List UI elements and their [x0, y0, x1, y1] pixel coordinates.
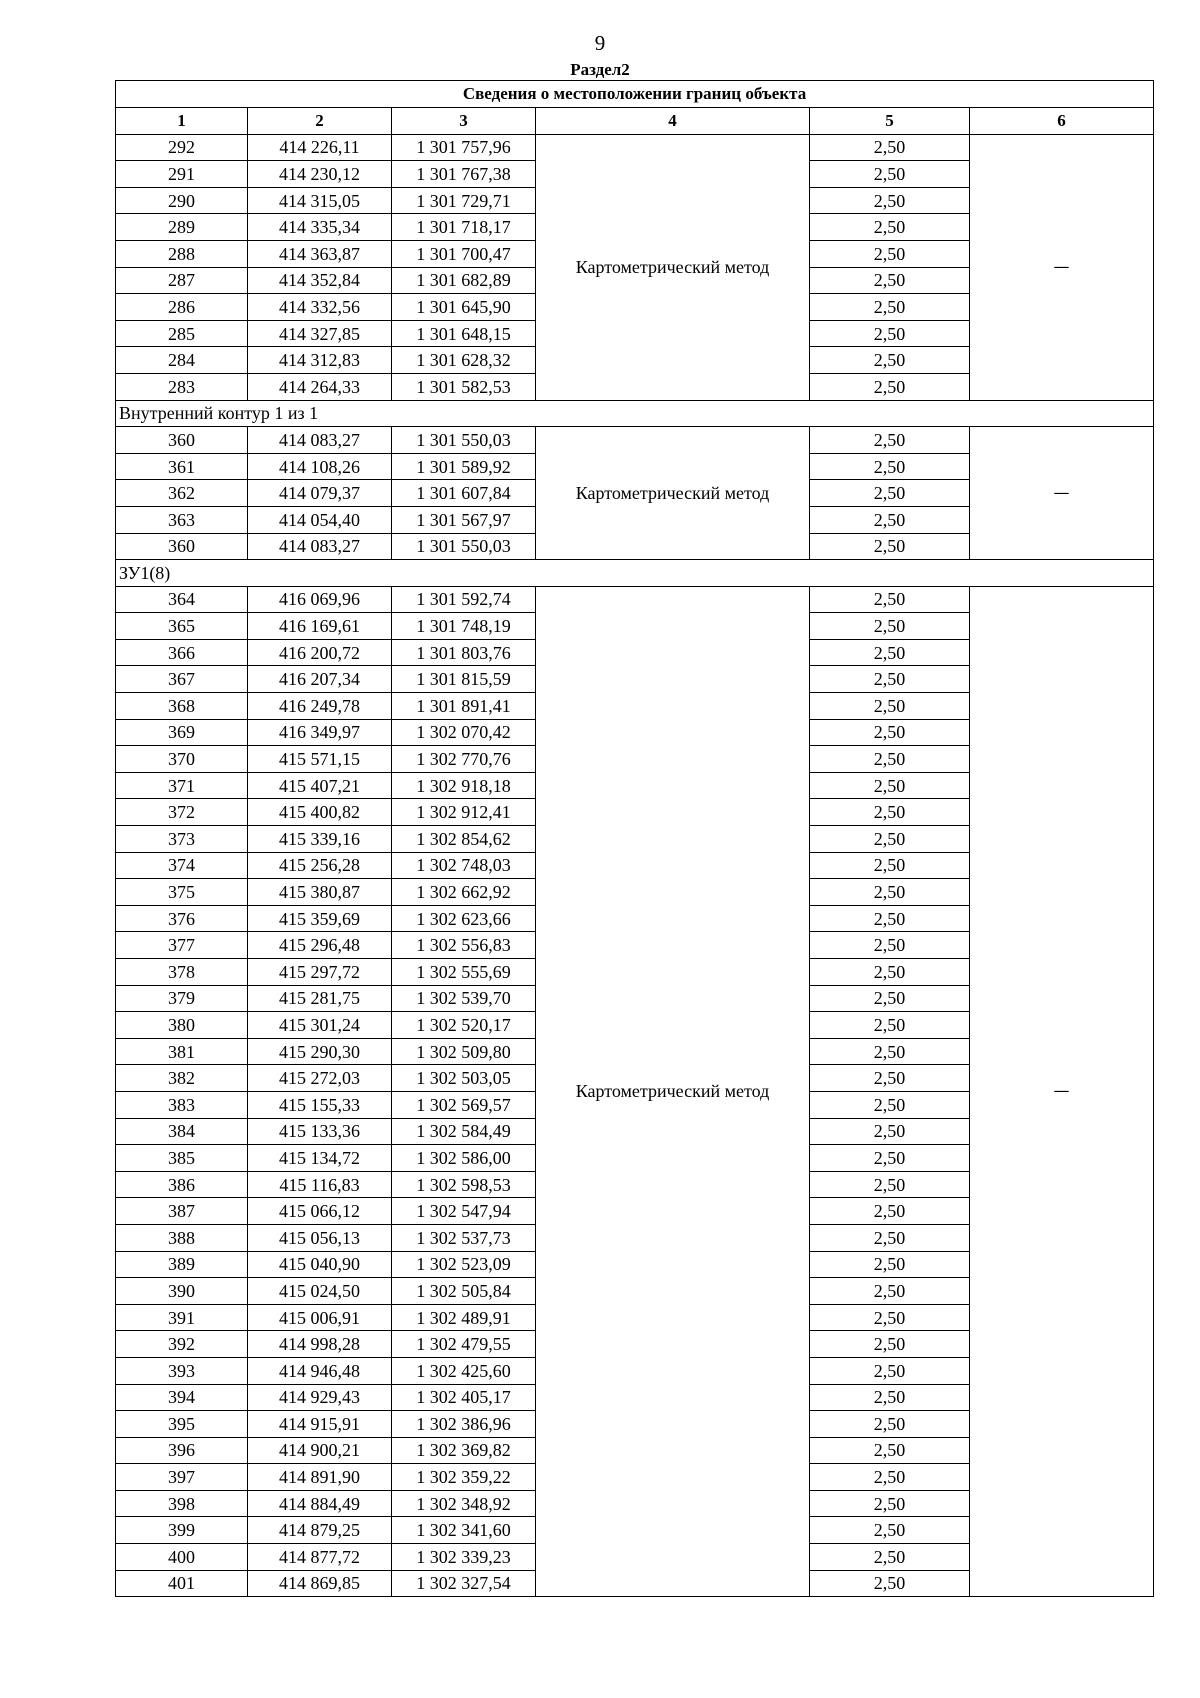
coord-y: 1 301 700,47 — [392, 240, 536, 267]
coord-x: 414 915,91 — [248, 1411, 392, 1438]
coord-x: 414 079,37 — [248, 480, 392, 507]
coord-x: 414 352,84 — [248, 267, 392, 294]
coord-y: 1 302 359,22 — [392, 1464, 536, 1491]
coord-y: 1 302 912,41 — [392, 799, 536, 826]
point-number: 400 — [116, 1544, 248, 1571]
coord-y: 1 301 682,89 — [392, 267, 536, 294]
accuracy: 2,50 — [810, 772, 970, 799]
accuracy: 2,50 — [810, 985, 970, 1012]
point-number: 286 — [116, 294, 248, 321]
point-number: 291 — [116, 161, 248, 188]
accuracy: 2,50 — [810, 506, 970, 533]
point-number: 289 — [116, 214, 248, 241]
point-number: 389 — [116, 1251, 248, 1278]
coord-y: 1 301 582,53 — [392, 373, 536, 400]
point-number: 288 — [116, 240, 248, 267]
coord-x: 414 054,40 — [248, 506, 392, 533]
accuracy: 2,50 — [810, 480, 970, 507]
table-title-row — [116, 81, 1154, 108]
accuracy: 2,50 — [810, 240, 970, 267]
point-number: 397 — [116, 1464, 248, 1491]
note-cell: — — [970, 134, 1154, 400]
coord-y: 1 302 523,09 — [392, 1251, 536, 1278]
accuracy: 2,50 — [810, 1038, 970, 1065]
accuracy: 2,50 — [810, 161, 970, 188]
coord-x: 416 207,34 — [248, 666, 392, 693]
point-number: 285 — [116, 320, 248, 347]
table-row — [116, 427, 1154, 454]
point-number: 391 — [116, 1304, 248, 1331]
coord-y: 1 302 748,03 — [392, 852, 536, 879]
accuracy: 2,50 — [810, 373, 970, 400]
coord-y: 1 302 584,49 — [392, 1118, 536, 1145]
coord-x: 414 332,56 — [248, 294, 392, 321]
coord-x: 414 884,49 — [248, 1490, 392, 1517]
coord-x: 415 380,87 — [248, 879, 392, 906]
coord-y: 1 302 509,80 — [392, 1038, 536, 1065]
accuracy: 2,50 — [810, 1384, 970, 1411]
point-number: 371 — [116, 772, 248, 799]
accuracy: 2,50 — [810, 639, 970, 666]
accuracy: 2,50 — [810, 427, 970, 454]
coord-x: 414 946,48 — [248, 1357, 392, 1384]
coord-y: 1 301 592,74 — [392, 586, 536, 613]
coord-x: 415 571,15 — [248, 746, 392, 773]
coord-y: 1 302 547,94 — [392, 1198, 536, 1225]
coord-x: 414 900,21 — [248, 1437, 392, 1464]
section-title: Раздел2 — [570, 60, 630, 79]
coord-x: 414 230,12 — [248, 161, 392, 188]
accuracy: 2,50 — [810, 294, 970, 321]
group-label: Внутренний контур 1 из 1 — [116, 400, 1154, 427]
point-number: 390 — [116, 1278, 248, 1305]
point-number: 284 — [116, 347, 248, 374]
coord-y: 1 301 648,15 — [392, 320, 536, 347]
table-title: Сведения о местоположении границ объекта — [116, 81, 1154, 108]
boundary-coordinates-table — [115, 80, 1154, 1597]
point-number: 283 — [116, 373, 248, 400]
accuracy: 2,50 — [810, 134, 970, 161]
accuracy: 2,50 — [810, 1118, 970, 1145]
coord-y: 1 302 070,42 — [392, 719, 536, 746]
point-number: 383 — [116, 1091, 248, 1118]
point-number: 361 — [116, 453, 248, 480]
coord-x: 416 200,72 — [248, 639, 392, 666]
coord-x: 416 249,78 — [248, 693, 392, 720]
coord-x: 415 407,21 — [248, 772, 392, 799]
coord-x: 414 083,27 — [248, 427, 392, 454]
accuracy: 2,50 — [810, 1464, 970, 1491]
accuracy: 2,50 — [810, 693, 970, 720]
point-number: 360 — [116, 533, 248, 560]
coord-x: 415 256,28 — [248, 852, 392, 879]
accuracy: 2,50 — [810, 1091, 970, 1118]
method-cell: Картометрический метод — [536, 586, 810, 1597]
column-header: 3 — [392, 108, 536, 135]
coord-y: 1 301 550,03 — [392, 427, 536, 454]
coord-x: 414 891,90 — [248, 1464, 392, 1491]
coord-x: 415 290,30 — [248, 1038, 392, 1065]
accuracy: 2,50 — [810, 799, 970, 826]
coord-x: 414 315,05 — [248, 187, 392, 214]
coord-x: 415 056,13 — [248, 1224, 392, 1251]
group-label: ЗУ1(8) — [116, 560, 1154, 587]
accuracy: 2,50 — [810, 320, 970, 347]
accuracy: 2,50 — [810, 613, 970, 640]
point-number: 375 — [116, 879, 248, 906]
note-cell: — — [970, 427, 1154, 560]
coord-y: 1 302 854,62 — [392, 826, 536, 853]
point-number: 382 — [116, 1065, 248, 1092]
coord-y: 1 301 550,03 — [392, 533, 536, 560]
point-number: 388 — [116, 1224, 248, 1251]
coord-y: 1 301 589,92 — [392, 453, 536, 480]
point-number: 398 — [116, 1490, 248, 1517]
accuracy: 2,50 — [810, 932, 970, 959]
coord-y: 1 301 567,97 — [392, 506, 536, 533]
method-cell: Картометрический метод — [536, 427, 810, 560]
coord-x: 414 929,43 — [248, 1384, 392, 1411]
accuracy: 2,50 — [810, 187, 970, 214]
coord-x: 414 264,33 — [248, 373, 392, 400]
coord-x: 415 272,03 — [248, 1065, 392, 1092]
note-cell: — — [970, 586, 1154, 1597]
accuracy: 2,50 — [810, 453, 970, 480]
accuracy: 2,50 — [810, 746, 970, 773]
accuracy: 2,50 — [810, 1331, 970, 1358]
coord-y: 1 301 891,41 — [392, 693, 536, 720]
coord-y: 1 302 770,76 — [392, 746, 536, 773]
coord-y: 1 302 623,66 — [392, 905, 536, 932]
accuracy: 2,50 — [810, 666, 970, 693]
coord-x: 414 363,87 — [248, 240, 392, 267]
coord-y: 1 302 348,92 — [392, 1490, 536, 1517]
accuracy: 2,50 — [810, 533, 970, 560]
coord-y: 1 302 341,60 — [392, 1517, 536, 1544]
coord-x: 415 024,50 — [248, 1278, 392, 1305]
coord-y: 1 302 520,17 — [392, 1012, 536, 1039]
coord-y: 1 302 598,53 — [392, 1171, 536, 1198]
point-number: 379 — [116, 985, 248, 1012]
coord-x: 415 400,82 — [248, 799, 392, 826]
coord-y: 1 301 815,59 — [392, 666, 536, 693]
accuracy: 2,50 — [810, 1224, 970, 1251]
point-number: 401 — [116, 1570, 248, 1597]
coord-x: 415 359,69 — [248, 905, 392, 932]
coord-x: 414 327,85 — [248, 320, 392, 347]
column-header: 2 — [248, 108, 392, 135]
coord-y: 1 302 555,69 — [392, 959, 536, 986]
accuracy: 2,50 — [810, 1570, 970, 1597]
accuracy: 2,50 — [810, 1251, 970, 1278]
coord-y: 1 301 748,19 — [392, 613, 536, 640]
coord-x: 415 296,48 — [248, 932, 392, 959]
point-number: 380 — [116, 1012, 248, 1039]
coord-x: 416 069,96 — [248, 586, 392, 613]
accuracy: 2,50 — [810, 267, 970, 294]
coord-x: 416 349,97 — [248, 719, 392, 746]
point-number: 287 — [116, 267, 248, 294]
point-number: 366 — [116, 639, 248, 666]
coord-y: 1 302 479,55 — [392, 1331, 536, 1358]
point-number: 377 — [116, 932, 248, 959]
accuracy: 2,50 — [810, 879, 970, 906]
coord-y: 1 302 537,73 — [392, 1224, 536, 1251]
coord-x: 415 116,83 — [248, 1171, 392, 1198]
point-number: 381 — [116, 1038, 248, 1065]
coord-x: 415 281,75 — [248, 985, 392, 1012]
accuracy: 2,50 — [810, 959, 970, 986]
accuracy: 2,50 — [810, 1065, 970, 1092]
coord-x: 415 133,36 — [248, 1118, 392, 1145]
coord-y: 1 302 369,82 — [392, 1437, 536, 1464]
coord-y: 1 301 718,17 — [392, 214, 536, 241]
coord-y: 1 302 327,54 — [392, 1570, 536, 1597]
point-number: 362 — [116, 480, 248, 507]
point-number: 385 — [116, 1145, 248, 1172]
coord-x: 414 879,25 — [248, 1517, 392, 1544]
point-number: 387 — [116, 1198, 248, 1225]
accuracy: 2,50 — [810, 1145, 970, 1172]
coord-y: 1 301 645,90 — [392, 294, 536, 321]
coord-x: 415 040,90 — [248, 1251, 392, 1278]
coord-x: 415 339,16 — [248, 826, 392, 853]
coord-y: 1 301 767,38 — [392, 161, 536, 188]
coord-y: 1 301 628,32 — [392, 347, 536, 374]
coord-y: 1 302 505,84 — [392, 1278, 536, 1305]
coord-y: 1 302 539,70 — [392, 985, 536, 1012]
coord-y: 1 302 425,60 — [392, 1357, 536, 1384]
accuracy: 2,50 — [810, 347, 970, 374]
point-number: 369 — [116, 719, 248, 746]
coord-y: 1 301 803,76 — [392, 639, 536, 666]
accuracy: 2,50 — [810, 1437, 970, 1464]
point-number: 290 — [116, 187, 248, 214]
accuracy: 2,50 — [810, 719, 970, 746]
coord-y: 1 302 662,92 — [392, 879, 536, 906]
coord-y: 1 301 607,84 — [392, 480, 536, 507]
accuracy: 2,50 — [810, 905, 970, 932]
coord-y: 1 301 729,71 — [392, 187, 536, 214]
coord-x: 414 877,72 — [248, 1544, 392, 1571]
accuracy: 2,50 — [810, 1411, 970, 1438]
accuracy: 2,50 — [810, 1304, 970, 1331]
point-number: 373 — [116, 826, 248, 853]
coord-x: 415 006,91 — [248, 1304, 392, 1331]
point-number: 367 — [116, 666, 248, 693]
coord-x: 415 066,12 — [248, 1198, 392, 1225]
column-header-row — [116, 108, 1154, 135]
coord-y: 1 302 569,57 — [392, 1091, 536, 1118]
coord-y: 1 302 586,00 — [392, 1145, 536, 1172]
coord-y: 1 302 503,05 — [392, 1065, 536, 1092]
point-number: 396 — [116, 1437, 248, 1464]
point-number: 292 — [116, 134, 248, 161]
point-number: 395 — [116, 1411, 248, 1438]
accuracy: 2,50 — [810, 586, 970, 613]
coord-x: 414 335,34 — [248, 214, 392, 241]
coord-y: 1 302 405,17 — [392, 1384, 536, 1411]
column-header: 5 — [810, 108, 970, 135]
coord-y: 1 302 339,23 — [392, 1544, 536, 1571]
point-number: 376 — [116, 905, 248, 932]
coord-x: 416 169,61 — [248, 613, 392, 640]
table-row — [116, 134, 1154, 161]
accuracy: 2,50 — [810, 826, 970, 853]
point-number: 365 — [116, 613, 248, 640]
accuracy: 2,50 — [810, 1357, 970, 1384]
coord-y: 1 302 556,83 — [392, 932, 536, 959]
accuracy: 2,50 — [810, 1278, 970, 1305]
point-number: 386 — [116, 1171, 248, 1198]
group-label-row — [116, 400, 1154, 427]
coord-x: 415 134,72 — [248, 1145, 392, 1172]
point-number: 378 — [116, 959, 248, 986]
coord-x: 415 155,33 — [248, 1091, 392, 1118]
coord-x: 414 226,11 — [248, 134, 392, 161]
accuracy: 2,50 — [810, 1171, 970, 1198]
point-number: 363 — [116, 506, 248, 533]
point-number: 364 — [116, 586, 248, 613]
point-number: 393 — [116, 1357, 248, 1384]
coord-x: 414 869,85 — [248, 1570, 392, 1597]
accuracy: 2,50 — [810, 852, 970, 879]
point-number: 360 — [116, 427, 248, 454]
accuracy: 2,50 — [810, 1198, 970, 1225]
method-cell: Картометрический метод — [536, 134, 810, 400]
point-number: 368 — [116, 693, 248, 720]
coord-y: 1 302 918,18 — [392, 772, 536, 799]
coord-x: 415 297,72 — [248, 959, 392, 986]
coord-y: 1 302 386,96 — [392, 1411, 536, 1438]
coord-x: 414 083,27 — [248, 533, 392, 560]
point-number: 370 — [116, 746, 248, 773]
accuracy: 2,50 — [810, 214, 970, 241]
accuracy: 2,50 — [810, 1490, 970, 1517]
column-header: 1 — [116, 108, 248, 135]
page-number: 9 — [594, 31, 606, 55]
accuracy: 2,50 — [810, 1544, 970, 1571]
point-number: 372 — [116, 799, 248, 826]
point-number: 374 — [116, 852, 248, 879]
coord-x: 414 108,26 — [248, 453, 392, 480]
coord-x: 415 301,24 — [248, 1012, 392, 1039]
point-number: 394 — [116, 1384, 248, 1411]
point-number: 384 — [116, 1118, 248, 1145]
coord-x: 414 312,83 — [248, 347, 392, 374]
coord-y: 1 301 757,96 — [392, 134, 536, 161]
table-body — [116, 134, 1154, 1597]
accuracy: 2,50 — [810, 1012, 970, 1039]
point-number: 392 — [116, 1331, 248, 1358]
table-row — [116, 586, 1154, 613]
column-header: 6 — [970, 108, 1154, 135]
accuracy: 2,50 — [810, 1517, 970, 1544]
point-number: 399 — [116, 1517, 248, 1544]
coord-x: 414 998,28 — [248, 1331, 392, 1358]
column-header: 4 — [536, 108, 810, 135]
group-label-row — [116, 560, 1154, 587]
coord-y: 1 302 489,91 — [392, 1304, 536, 1331]
